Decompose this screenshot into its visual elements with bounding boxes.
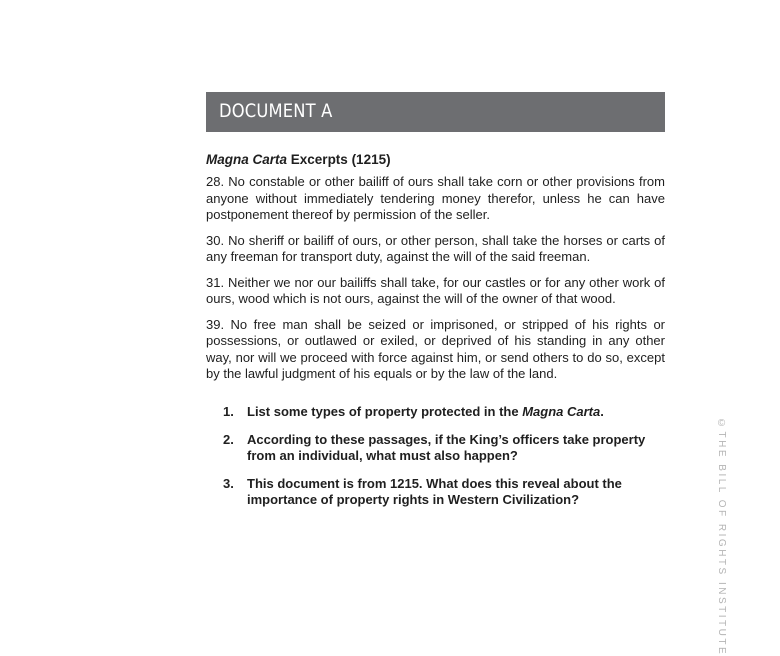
question-item [223,432,668,465]
question-text: According to these passages, if the King’s officers take property from an individual, what must also happen? [247,431,646,463]
question-number: 3. [223,475,234,491]
question-text [247,404,668,421]
document-title-rest: Excerpts (1215) [287,152,391,167]
paragraph-30: 30. No sheriff or bailiff of ours, or other person, shall take the horses or carts of any freeman for transport duty, against the will of the said freeman. [206,232,665,264]
question-item [223,476,668,509]
paragraph-28: 28. No constable or other bailiff of ours shall take corn or other provisions from anyone without immediately tendering money therefor, unless he can have postponement thereof by permission of the seller. [206,174,665,222]
paragraph-39: 39. No free man shall be seized or imprisoned, or stripped of his rights or possessions, or outlawed or exiled, or deprived of his standing in any other way, nor will we proceed with force against him, or send others to do so, except by the lawful judgment of his equals or by the law of the land. [206,316,665,381]
paragraph-31: 31. Neither we nor our bailiffs shall take, for our castles or for any other work of ours, wood which is not ours, against the will of the owner of that wood. [206,274,665,306]
document-body [206,152,665,392]
question-number: 1. [223,404,234,419]
question-text-part: List some types of property protected in the [247,404,523,419]
question-text: This document is from 1215. What does this reveal about the importance of property rights in Western Civilization? [247,475,622,507]
document-banner [206,92,665,132]
copyright-notice: ©THE BILL OF RIGHTS INSTITUTE [716,418,727,656]
document-title-italic: Magna Carta [206,152,288,167]
document-title [206,152,665,167]
banner-title: DOCUMENT A [219,100,333,122]
question-text-part: . [600,404,604,419]
question-number: 2. [223,431,234,447]
question-list [223,404,668,520]
question-item [223,404,668,421]
question-text-italic: Magna Carta [522,404,601,419]
